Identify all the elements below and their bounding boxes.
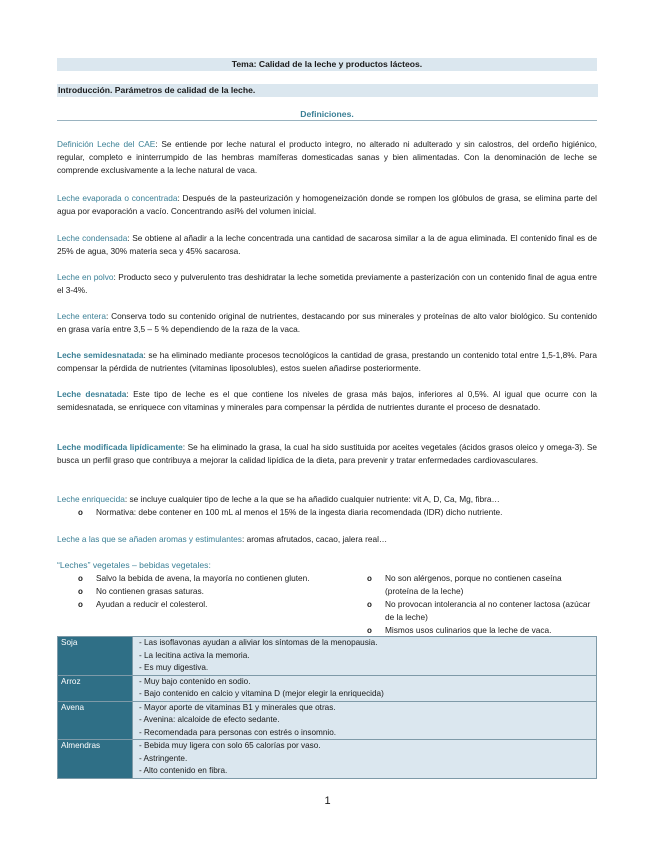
- definition-text: Conserva todo su contenido original de nutrientes, destacando por sus minerales y proteínas de alto valor biológico. Su contenido en grasa varía entre 3,5 – 5 % dependiendo de la raza de la vaca.: [57, 311, 598, 334]
- table-row: [58, 637, 597, 676]
- vegetales-list-left: [78, 572, 310, 611]
- list-item: o Salvo la bebida de avena, la mayoría no contienen gluten.: [78, 572, 310, 585]
- divider: [57, 120, 597, 121]
- definition-text: se ha eliminado mediante procesos tecnológicos la cantidad de grasa, prestando un contenido total entre 1,5-1,8%. Para compensar la pérdida de nutrientes (vitaminas liposolubles), estos suelen añadirse posteriormente.: [57, 350, 597, 373]
- row-items: [133, 637, 597, 676]
- definition-enriquecida: [57, 493, 597, 506]
- term-label: Leche desnatada: [57, 389, 127, 399]
- term-label: Leche condensada: [57, 233, 128, 243]
- table-cell: - Astringente.: [139, 753, 188, 763]
- table-row: [58, 701, 597, 740]
- vegetales-table: [57, 636, 597, 779]
- separator: :: [113, 272, 119, 282]
- separator: :: [143, 350, 149, 360]
- definition-text: Se ha eliminado la grasa, la cual ha sido sustituida por aceites vegetales (ácidos grasos oleico y omega-3). Se busca un perfil graso que contribuya a mejorar la calidad lipídica de la dieta, para prevenir y tratar enfermedades cardiovasculares.: [57, 442, 597, 465]
- row-items: [133, 701, 597, 740]
- definition-evaporada: [57, 192, 597, 218]
- term-label: Leche enriquecida: [57, 494, 125, 504]
- separator: :: [182, 442, 188, 452]
- term-label: Leche modificada lipídicamente: [57, 442, 183, 452]
- row-items: [133, 675, 597, 701]
- definition-text: Este tipo de leche es el que contiene los niveles de grasa más bajos, inferiores al 0,5%. Al igual que ocurre con la semidesnatada, se enriquece con vitaminas y minerales para compensar la pérdida de nutrientes durante el proceso de desnatado.: [57, 389, 597, 412]
- list-item: o No son alérgenos, porque no contienen caseína (proteína de la leche): [367, 572, 597, 598]
- term-label: Leche en polvo: [57, 272, 114, 282]
- row-header: Soja: [58, 637, 133, 676]
- vegetales-heading: “Leches” vegetales – bebidas vegetales:: [57, 560, 211, 570]
- list-item: o Mismos usos culinarios que la leche de vaca.: [367, 624, 597, 637]
- enriquecida-list: [78, 506, 597, 519]
- separator: :: [155, 139, 162, 149]
- vegetales-list-right: [367, 572, 597, 637]
- list-item: o No provocan intolerancia al no contener lactosa (azúcar de la leche): [367, 598, 597, 624]
- table-cell: - Mayor aporte de vitaminas B1 y minerales que otras.: [139, 702, 336, 712]
- separator: :: [127, 233, 133, 243]
- section-heading-intro: Introducción. Parámetros de calidad de la leche.: [57, 84, 598, 97]
- definition-desnatada: [57, 388, 597, 414]
- table-cell: - Recomendada para personas con estrés o insomnio.: [139, 727, 337, 737]
- separator: :: [124, 494, 130, 504]
- list-item: o Normativa: debe contener en 100 mL al menos el 15% de la ingesta diaria recomendada (IDR) dicho nutriente.: [78, 506, 597, 519]
- term-label: Definición Leche del CAE: [57, 139, 156, 149]
- table-cell: - Bebida muy ligera con solo 65 calorías por vaso.: [139, 741, 321, 750]
- separator: :: [177, 193, 183, 203]
- definition-semidesnatada: [57, 349, 597, 375]
- definition-aromas: [57, 533, 597, 546]
- table-cell: - Es muy digestiva.: [139, 663, 209, 672]
- table-cell: - Avenina: alcaloide de efecto sedante.: [139, 715, 280, 724]
- table-cell: - Muy bajo contenido en sodio.: [139, 676, 251, 686]
- definition-text: se incluye cualquier tipo de leche a la que se ha añadido cualquier nutriente: vit A, D, Ca, Mg, fibra…: [129, 494, 500, 504]
- definition-text: Se obtiene al añadir a la leche concentrada una cantidad de sacarosa similar a la de agua eliminada. El contenido final es de 25% de agua, 30% materia seca y 45% sacarosa.: [57, 233, 597, 256]
- table-cell: - La lecitina activa la memoria.: [139, 650, 250, 660]
- term-label: Leche semidesnatada: [57, 350, 144, 360]
- separator: :: [126, 389, 134, 399]
- list-item: o Ayudan a reducir el colesterol.: [78, 598, 310, 611]
- term-label: Leche a las que se añaden aromas y estimulantes: [57, 534, 242, 544]
- table-cell: - Alto contenido en fibra.: [139, 766, 228, 775]
- table-row: [58, 740, 597, 779]
- document-title: Tema: Calidad de la leche y productos lácteos.: [57, 58, 597, 71]
- page-number: 1: [324, 795, 331, 807]
- definition-entera: [57, 310, 597, 336]
- table-row: [58, 675, 597, 701]
- separator: :: [105, 311, 112, 321]
- row-header: Avena: [58, 701, 133, 740]
- separator: :: [241, 534, 247, 544]
- definition-cae: [57, 138, 597, 177]
- row-header: Arroz: [58, 675, 133, 701]
- definition-modificada: [57, 441, 597, 467]
- list-item: o No contienen grasas saturas.: [78, 585, 310, 598]
- row-header: Almendras: [58, 740, 133, 779]
- term-label: Leche evaporada o concentrada: [57, 193, 178, 203]
- definition-text: Después de la pasteurización y homogeneización donde se rompen los glóbulos de grasa, se elimina parte del agua por evaporación a vacío. Concentrando así% del volumen inicial.: [57, 193, 597, 216]
- table-cell: - Bajo contenido en calcio y vitamina D (mejor elegir la enriquecida): [139, 689, 384, 698]
- row-items: [133, 740, 597, 779]
- definition-text: Se entiende por leche natural el producto integro, no alterado ni adulterado y sin calostros, del ordeño higiénico, regular, completo e ininterrumpido de las hembras mamíferas domesticadas sanas y bien alimentadas. Con la denominación de leche se comprende exclusivamente a la leche natural de vaca.: [57, 139, 597, 175]
- term-label: Leche entera: [57, 311, 106, 321]
- definition-polvo: [57, 271, 597, 297]
- section-heading-definitions: Definiciones.: [300, 109, 354, 119]
- definition-text: aromas afrutados, cacao, jalera real…: [246, 534, 388, 544]
- table-cell: - Las isoflavonas ayudan a aliviar los síntomas de la menopausia.: [139, 638, 378, 647]
- definition-condensada: [57, 232, 597, 258]
- definition-text: Producto seco y pulverulento tras deshidratar la leche sometida previamente a pasterización con un contenido final de agua entre el 3-4%.: [57, 272, 597, 295]
